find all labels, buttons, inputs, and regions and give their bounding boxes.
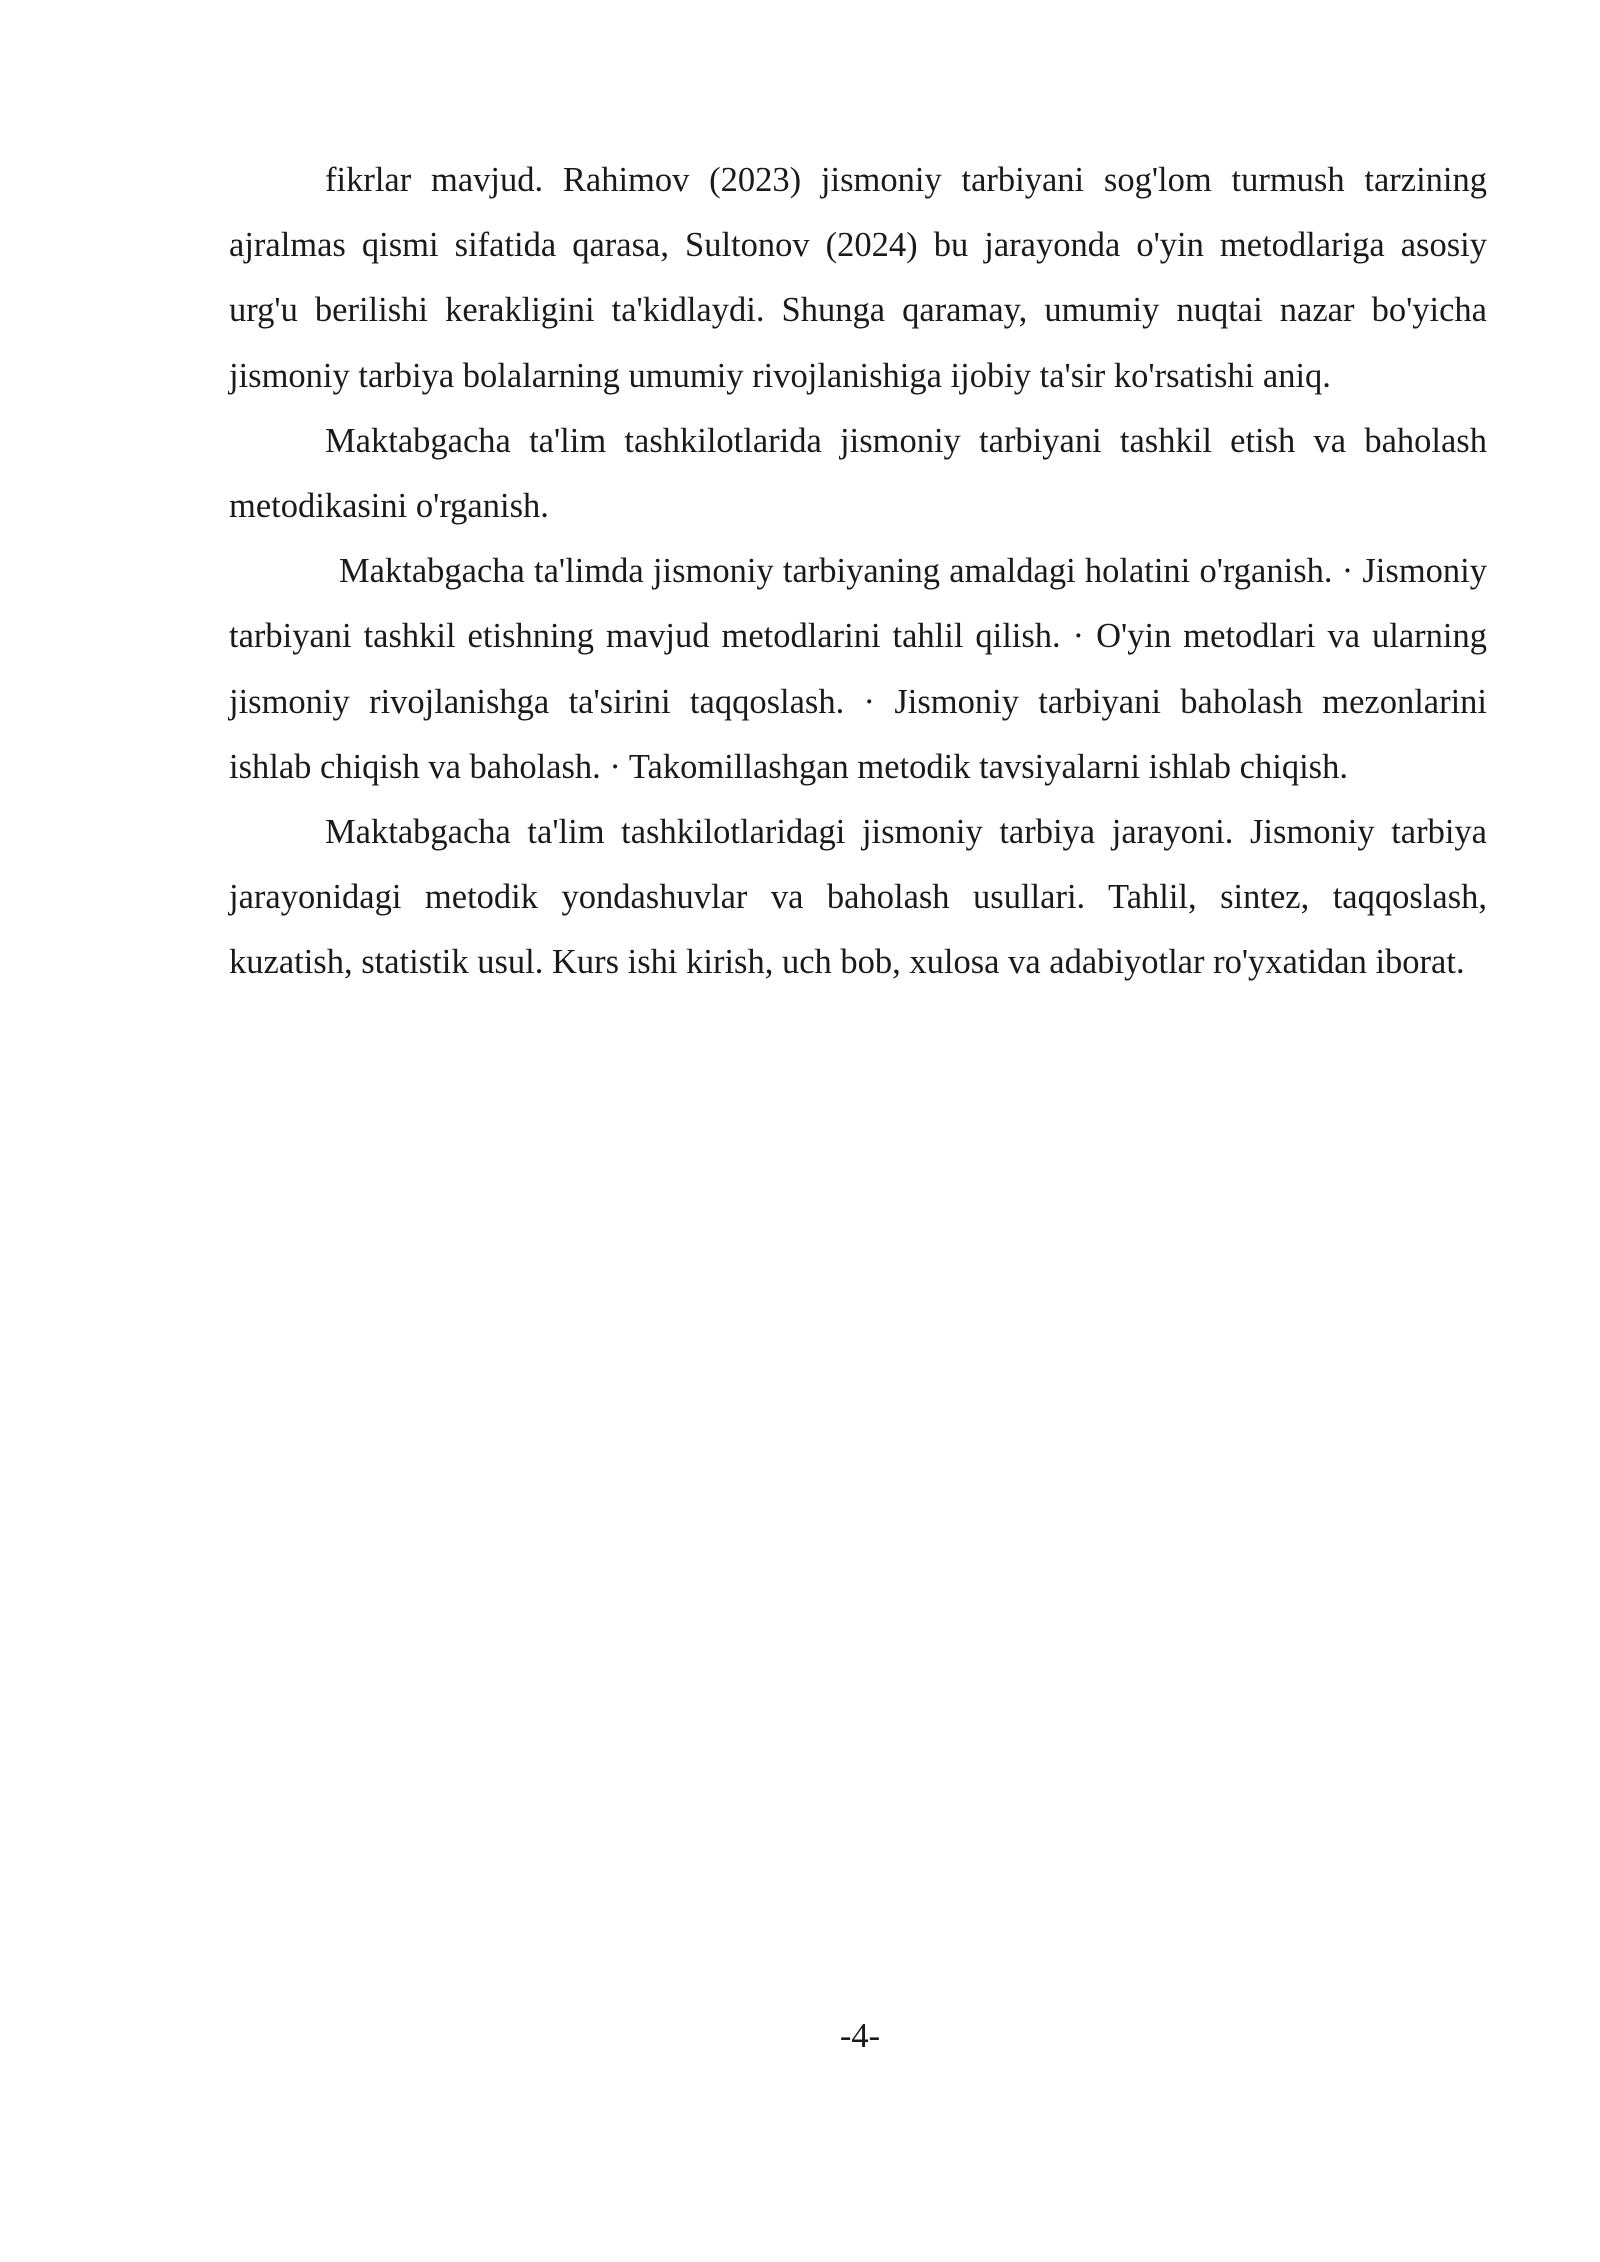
paragraph-2: Maktabgacha ta'lim tashkilotlarida jismoniy tarbiyani tashkil etish va baholash metodikasini o'rganish. bbox=[229, 421, 1487, 526]
body-text bbox=[229, 148, 1487, 996]
paragraph-3: Maktabgacha ta'limda jismoniy tarbiyaning amaldagi holatini o'rganish. · Jismoniy tarbiyani tashkil etishning mavjud metodlarini tahlil qilish. · O'yin metodlari va ularning jismoniy rivojlanishga ta'sirini taqqoslash. · Jismoniy tarbiyani baholash mezonlarini ishlab chiqish va baholash. · Takomillashgan metodik tavsiyalarni ishlab chiqish. bbox=[229, 552, 1487, 786]
page-number: -4- bbox=[839, 2017, 881, 2055]
paragraph-4: Maktabgacha ta'lim tashkilotlaridagi jismoniy tarbiya jarayoni. Jismoniy tarbiya jarayonidagi metodik yondashuvlar va baholash usullari. Tahlil, sintez, taqqoslash, kuzatish, statistik usul. Kurs ishi kirish, uch bob, xulosa va adabiyotlar ro'yxatidan iborat. bbox=[229, 813, 1487, 982]
paragraph-1: fikrlar mavjud. Rahimov (2023) jismoniy tarbiyani sog'lom turmush tarzining ajralmas qismi sifatida qarasa, Sultonov (2024) bu jarayonda o'yin metodlariga asosiy urg'u berilishi kerakligini ta'kidlaydi. Shunga qaramay, umumiy nuqtai nazar bo'yicha jismoniy tarbiya bolalarning umumiy rivojlanishiga ijobiy ta'sir ko'rsatishi aniq. bbox=[229, 161, 1487, 395]
